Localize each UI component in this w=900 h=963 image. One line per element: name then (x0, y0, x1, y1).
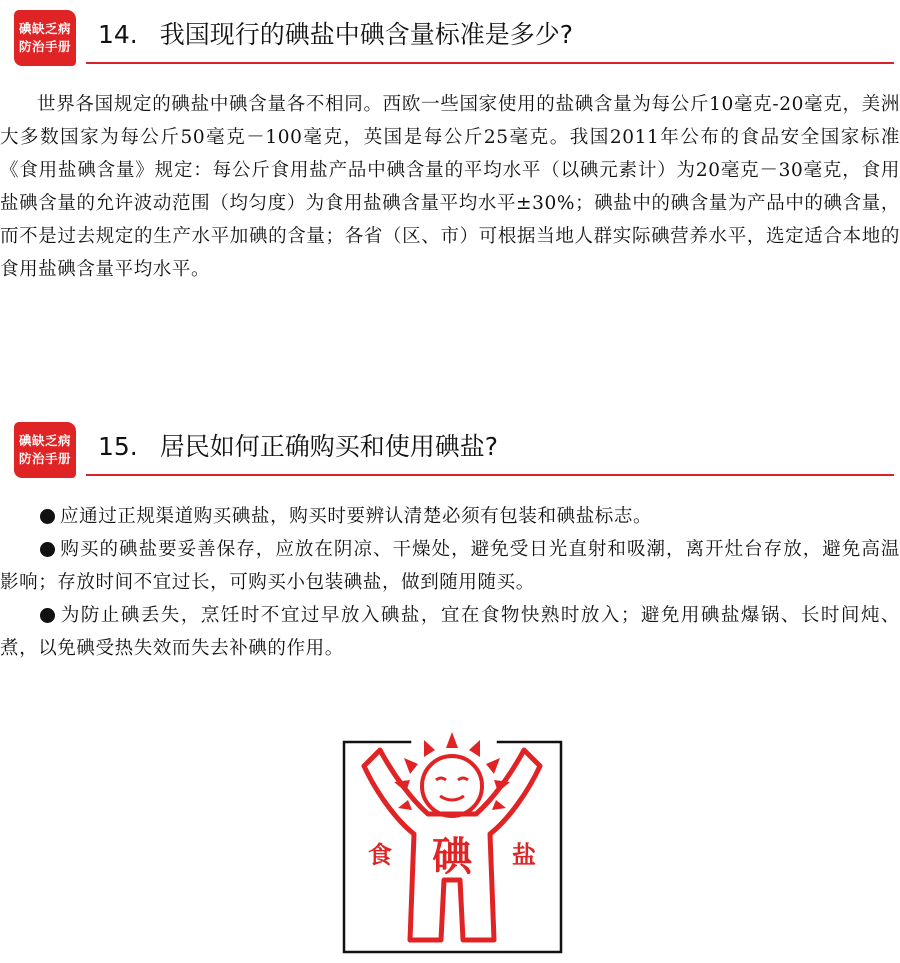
logo-char-left: 食 (368, 841, 392, 869)
bullet-icon (40, 542, 55, 557)
section-title-text: 我国现行的碘盐中碘含量标准是多少? (159, 20, 574, 49)
section-title-text: 居民如何正确购买和使用碘盐? (159, 432, 499, 461)
list-item (0, 599, 900, 665)
section-title (98, 430, 498, 464)
iodized-salt-logo (340, 730, 565, 955)
section-number: 15. (98, 432, 138, 461)
badge-seal (14, 422, 76, 478)
bullet-icon (40, 509, 55, 524)
badge-line2: 防治手册 (18, 39, 71, 54)
logo-char-right: 盐 (512, 841, 536, 869)
iodized-salt-logo-icon (340, 730, 565, 955)
list-item-text: 为防止碘丢失，烹饪时不宜过早放入碘盐，宜在食物快熟时放入；避免用碘盐爆锅、长时间炖、煮，以免碘受热失效而失去补碘的作用。 (0, 605, 900, 659)
title-underline (86, 62, 894, 64)
section-number: 14. (98, 20, 138, 49)
section-title (98, 18, 573, 52)
list-item-text: 购买的碘盐要妥善保存，应放在阴凉、干燥处，避免受日光直射和吸潮，离开灶台存放，避免高温影响；存放时间不宜过长，可购买小包装碘盐，做到随用随买。 (0, 539, 900, 593)
section-14-header (14, 10, 894, 68)
title-underline (86, 474, 894, 476)
logo-char-center: 碘 (432, 834, 472, 880)
list-item (0, 533, 900, 599)
badge-line2: 防治手册 (18, 451, 71, 466)
list-item-text: 应通过正规渠道购买碘盐，购买时要辨认清楚必须有包装和碘盐标志。 (60, 506, 653, 527)
list-item (0, 500, 900, 533)
badge-line1: 碘缺乏病 (18, 433, 71, 448)
section-15-header (14, 422, 894, 480)
smiling-face-icon (422, 756, 482, 816)
section-15-body (0, 500, 900, 665)
bullet-icon (40, 608, 55, 623)
section-14-body (0, 88, 900, 286)
badge-seal (14, 10, 76, 66)
badge-line1: 碘缺乏病 (18, 21, 71, 36)
paragraph: 世界各国规定的碘盐中碘含量各不相同。西欧一些国家使用的盐碘含量为每公斤10毫克-20毫克，美洲大多数国家为每公斤50毫克－100毫克，英国是每公斤25毫克。我国2011年公布的食品安全国家标准《食用盐碘含量》规定：每公斤食用盐产品中碘含量的平均水平（以碘元素计）为20毫克－30毫克，食用盐碘含量的允许波动范围（均匀度）为食用盐碘含量平均水平±30%；碘盐中的碘含量为产品中的碘含量，而不是过去规定的生产水平加碘的含量；各省（区、市）可根据当地人群实际碘营养水平，选定适合本地的食用盐碘含量平均水平。 (0, 94, 900, 280)
